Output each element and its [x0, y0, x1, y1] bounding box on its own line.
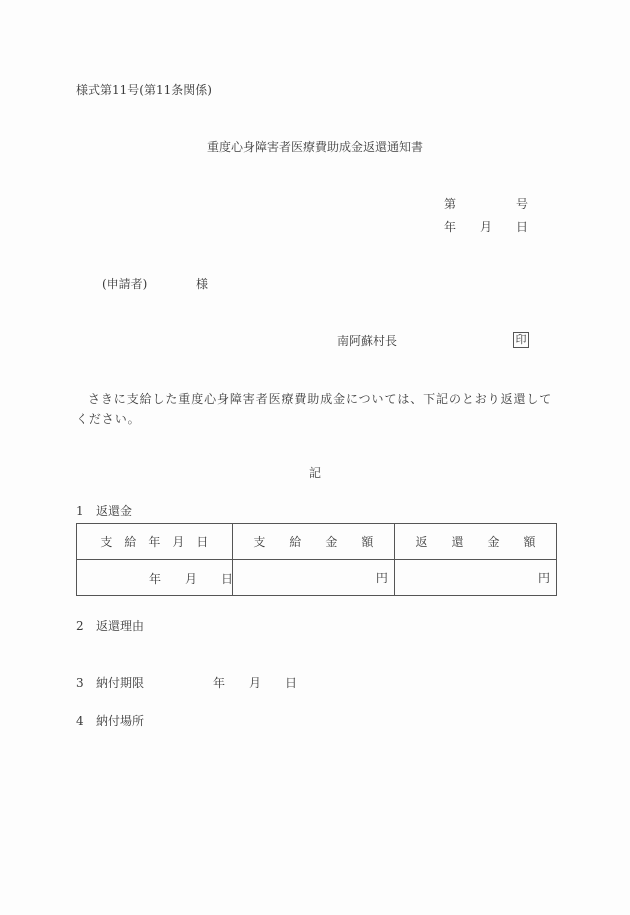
section-label: 納付場所	[96, 714, 145, 728]
table-header-row	[77, 524, 557, 560]
number-suffix: 号	[516, 197, 529, 211]
deadline-year: 年	[213, 676, 226, 690]
payment-month: 月	[185, 572, 198, 586]
section-number: 2	[76, 619, 84, 633]
section-number: 3	[76, 676, 84, 690]
sender-name: 南阿蘇村長	[337, 334, 398, 348]
number-prefix: 第	[444, 197, 457, 211]
section-label: 返還金	[96, 504, 133, 518]
section-refund-amount	[76, 503, 132, 519]
header-paid-amount: 支 給 金 額	[232, 524, 394, 560]
seal-mark: 印	[513, 332, 529, 348]
ki-heading: 記	[308, 466, 321, 480]
header-payment-date: 支 給 年 月 日	[77, 524, 233, 560]
section-label: 返還理由	[96, 619, 145, 633]
header-refund-amount: 返 還 金 額	[394, 524, 556, 560]
section-payment-deadline	[76, 675, 144, 691]
honorific: 様	[196, 277, 209, 291]
refund-amount-unit: 円	[537, 571, 550, 585]
section-payment-place	[76, 713, 144, 729]
document-title: 重度心身障害者医療費助成金返還通知書	[206, 140, 423, 154]
payment-date-cell[interactable]	[77, 560, 233, 596]
deadline-day: 日	[285, 676, 298, 690]
section-number: 4	[76, 714, 84, 728]
section-number: 1	[76, 504, 84, 518]
payment-day: 日	[221, 572, 234, 586]
payment-year: 年	[149, 572, 162, 586]
deadline-month: 月	[249, 676, 262, 690]
issue-month: 月	[480, 220, 493, 234]
table-row	[77, 560, 557, 596]
paid-amount-cell[interactable]	[232, 560, 394, 596]
issue-year: 年	[444, 220, 457, 234]
applicant-label: (申請者)	[102, 277, 148, 291]
body-text: さきに支給した重度心身障害者医療費助成金については、下記のとおり返還してください。	[76, 392, 553, 426]
refund-table	[76, 523, 557, 596]
section-refund-reason	[76, 618, 144, 634]
refund-amount-cell[interactable]	[394, 560, 556, 596]
section-label: 納付期限	[96, 676, 145, 690]
issue-day: 日	[516, 220, 529, 234]
paid-amount-unit: 円	[375, 571, 388, 585]
form-number: 様式第11号(第11条関係)	[76, 83, 212, 97]
